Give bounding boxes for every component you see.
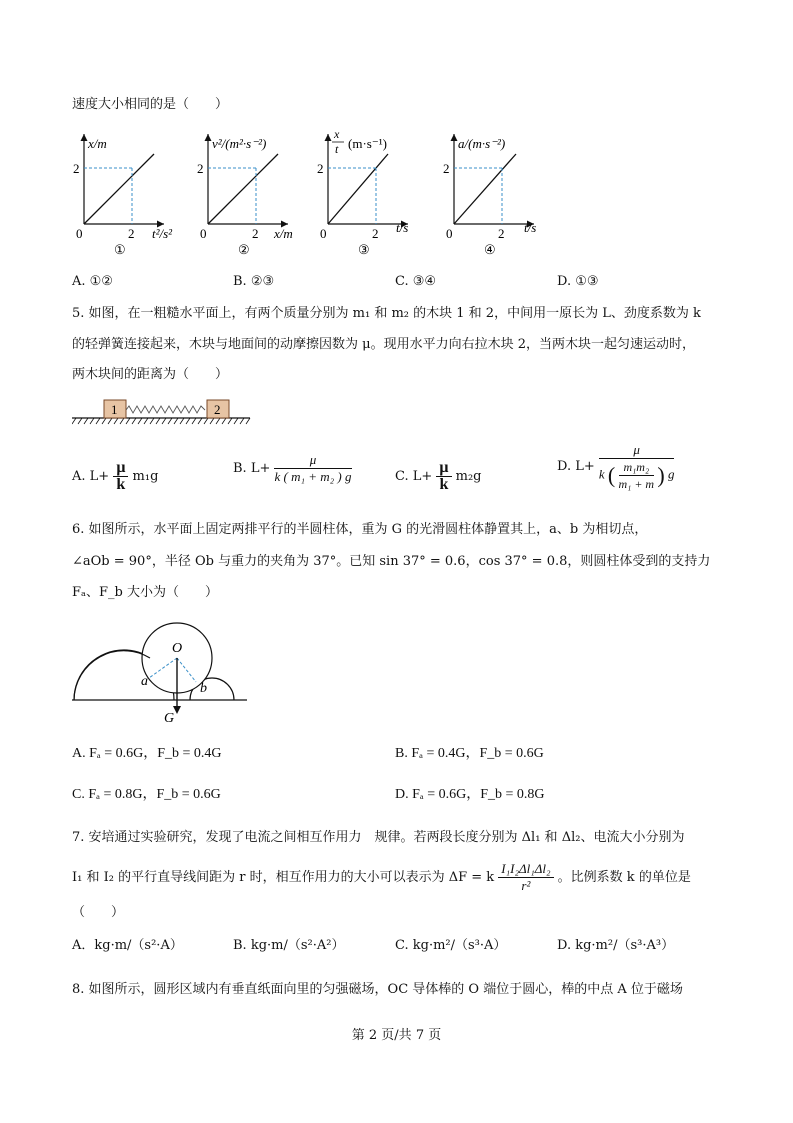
q5-a-num: μ	[116, 459, 126, 476]
q5-option-a[interactable]	[72, 460, 158, 493]
graph-3-ytick: 2	[317, 161, 324, 176]
graph-1-ytick: 2	[73, 161, 80, 176]
graph-2-xtick: 2	[252, 226, 259, 241]
graph-3-caption: ③	[358, 242, 370, 256]
graph-4-xtick: 2	[498, 226, 505, 241]
graph-4	[443, 134, 536, 256]
graph-2-ylabel: v²/(m²·s⁻²)	[212, 136, 267, 151]
q5-a-den: k	[113, 476, 128, 493]
q6-stem-line3: Fₐ、F_b 大小为（ ）	[72, 585, 219, 600]
q7-formula-num: I₁I₂Δl₁Δl₂	[498, 861, 553, 878]
q7-formula-den: r²	[521, 878, 531, 893]
block-2-label: 2	[214, 402, 221, 417]
q5-b-frac	[274, 452, 351, 485]
q5-c-prefix: C. L+	[395, 469, 433, 484]
graph-3-ylabel-den: t	[335, 142, 339, 156]
q5-b-num: μ	[274, 452, 351, 469]
graph-1-origin: 0	[76, 226, 83, 241]
q6-option-b[interactable]: B. Fₐ = 0.4G，F_b = 0.6G	[395, 746, 544, 761]
q5-stem-line3: 两木块间的距离为（ ）	[72, 367, 229, 382]
q5-option-c[interactable]	[395, 460, 482, 493]
q5-d-inner-num: m₁m₂	[619, 459, 655, 476]
q6-stem-line2: ∠aOb = 90°，半径 Ob 与重力的夹角为 37°。已知 sin 37° = 0.6，cos 37° = 0.8，则圆柱体受到的支持力	[72, 554, 711, 569]
graph-1-xtick: 2	[128, 226, 135, 241]
graph-2-xlabel: x/m	[274, 226, 293, 241]
fig6-label-O: O	[172, 641, 183, 656]
graph-1-caption: ①	[114, 242, 126, 256]
q5-stem-line1: 5. 如图，在一粗糙水平面上，有两个质量分别为 m₁ 和 m₂ 的木块 1 和 2，中间用一原长为 L、劲度系数为 k	[72, 306, 701, 321]
graph-2	[197, 134, 293, 256]
q5-a-tail: m₁g	[132, 469, 159, 484]
q5-c-frac	[436, 460, 451, 493]
graph-4-ylabel: a/(m·s⁻²)	[458, 136, 506, 151]
q7-line2-pre: I₁ 和 I₂ 的平行直导线间距为 r 时，相互作用力的大小可以表示为 ΔF = k	[72, 870, 495, 885]
q7-stem-line3: （ ）	[72, 905, 125, 920]
q7-line2-post: 。比例系数 k 的单位是	[557, 870, 691, 885]
graph-1-xlabel: t²/s²	[152, 226, 173, 241]
q4-stem-tail: 速度大小相同的是（ ）	[72, 97, 229, 112]
q4-option-b[interactable]: B. ②③	[233, 274, 275, 289]
q4-option-d[interactable]: D. ①③	[557, 274, 599, 289]
q5-c-den: k	[436, 476, 451, 493]
q6-option-a[interactable]: A. Fₐ = 0.6G，F_b = 0.4G	[72, 746, 222, 761]
q5-figure	[72, 396, 252, 430]
q5-c-num: μ	[439, 459, 449, 476]
q6-option-c[interactable]: C. Fₐ = 0.8G，F_b = 0.6G	[72, 787, 221, 802]
q5-b-prefix: B. L+	[233, 461, 271, 476]
q4-option-a[interactable]: A. ①②	[72, 274, 113, 289]
q5-d-num: μ	[599, 442, 675, 459]
q5-d-tail: g	[667, 466, 675, 482]
graph-4-xlabel: t/s	[524, 220, 537, 235]
q6-figure	[72, 612, 252, 724]
q5-option-d[interactable]	[557, 442, 674, 492]
graph-3	[317, 127, 408, 256]
q6-option-d[interactable]: D. Fₐ = 0.6G，F_b = 0.8G	[395, 787, 545, 802]
q7-option-c[interactable]: C. kg·m²/（s³·A）	[395, 938, 507, 953]
q5-d-frac: μ k ( $\frac{\text{m₁m₂}}{\text{m₁ + m}}$ ) g	[598, 442, 675, 491]
fig6-label-G: G	[164, 711, 175, 724]
q7-stem-line2	[72, 860, 691, 896]
q5-a-frac	[113, 460, 128, 493]
graph-1	[73, 134, 173, 256]
graph-1-ylabel: x/m	[88, 136, 107, 151]
q5-stem-line2: 的轻弹簧连接起来，木块与地面间的动摩擦因数为 μ。现用水平力向右拉木块 2，当两木块一起匀速运动时，	[72, 337, 695, 352]
q8-stem-line1: 8. 如图所示，圆形区域内有垂直纸面向里的匀强磁场，OC 导体棒的 O 端位于圆心，棒的中点 A 位于磁场	[72, 982, 683, 997]
graph-4-caption: ④	[484, 242, 496, 256]
fig6-label-b: b	[200, 681, 207, 696]
q5-d-inner-den: m₁ + m	[618, 477, 655, 491]
q4-option-c[interactable]: C. ③④	[395, 274, 437, 289]
q5-b-den: k ( m₁ + m₂ ) g	[274, 469, 352, 484]
graph-2-ytick: 2	[197, 161, 204, 176]
block-1-label: 1	[111, 402, 118, 417]
q7-option-b[interactable]: B. kg·m/（s²·A²）	[233, 938, 345, 953]
graph-2-caption: ②	[238, 242, 250, 256]
graph-3-ylabel-unit: (m·s⁻¹)	[348, 136, 387, 151]
q7-formula-frac	[498, 861, 553, 894]
q7-option-a[interactable]: A．kg·m/（s²·A）	[72, 938, 183, 953]
q6-stem-line1: 6. 如图所示，水平面上固定两排平行的半圆柱体，重为 G 的光滑圆柱体静置其上，a、b 为相切点，	[72, 522, 648, 537]
q5-c-tail: m₂g	[455, 469, 482, 484]
q5-a-prefix: A. L+	[72, 469, 110, 484]
graph-4-origin: 0	[446, 226, 453, 241]
q5-option-b[interactable]	[233, 452, 352, 485]
page-footer: 第 2 页/共 7 页	[351, 1028, 442, 1043]
q5-d-den-k: k	[598, 466, 605, 482]
graph-3-origin: 0	[320, 226, 327, 241]
q7-stem-line1: 7. 安培通过实验研究，发现了电流之间相互作用力 规律。若两段长度分别为 Δl₁ 和 Δl₂、电流大小分别为	[72, 830, 685, 845]
graph-3-ylabel-num: x	[334, 127, 340, 141]
fig6-label-a: a	[141, 674, 148, 689]
graph-2-origin: 0	[200, 226, 207, 241]
graph-3-xtick: 2	[372, 226, 379, 241]
graph-3-xlabel: t/s	[396, 220, 409, 235]
q4-graphs	[66, 126, 626, 256]
q5-d-prefix: D. L+	[557, 459, 595, 474]
graph-4-ytick: 2	[443, 161, 450, 176]
q7-option-d[interactable]: D. kg·m²/（s³·A³）	[557, 938, 675, 953]
